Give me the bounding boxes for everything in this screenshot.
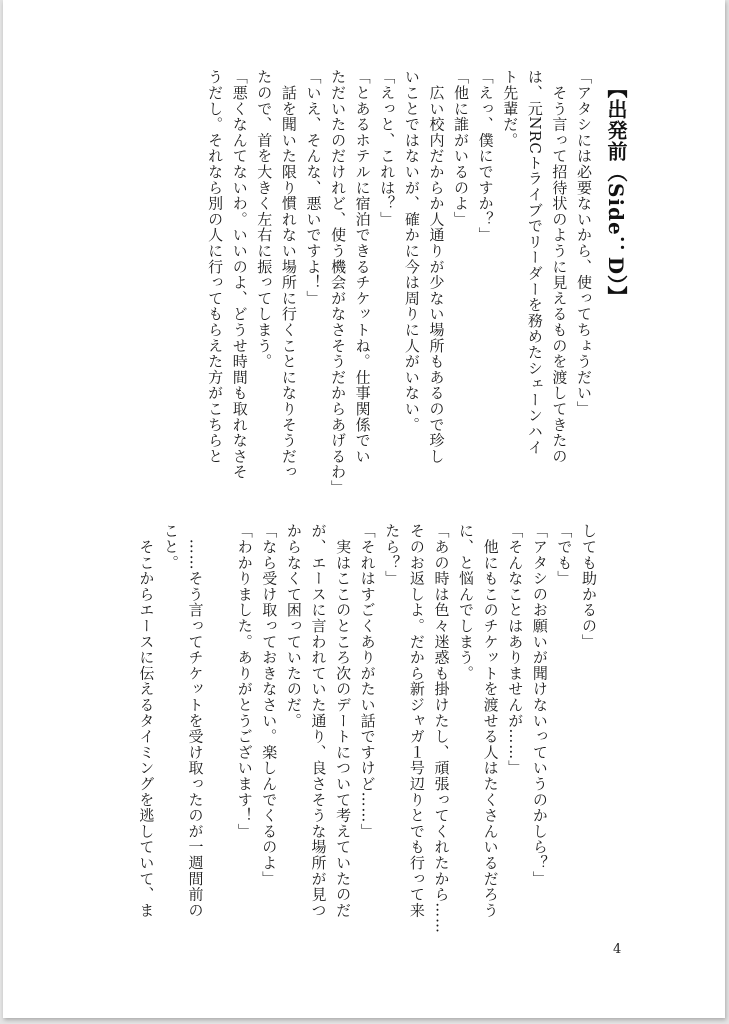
text-line: たら？」 xyxy=(383,523,402,587)
text-line: そのお返しよ。だから新ジャガ１号辺りとでも行って来 xyxy=(407,523,426,918)
text-line: ……そう言ってチケットを受け取ったのが一週間前の xyxy=(186,523,205,918)
text-line: そこからエースに伝えるタイミングを逃していて、ま xyxy=(137,523,156,918)
text-line: 「とあるホテルに宿泊できるチケットね。仕事関係でい xyxy=(353,69,372,464)
upper-text-block xyxy=(203,69,597,496)
text-line: 「えっと、これは？」 xyxy=(378,69,397,227)
text-line: いことではないが、確かに今は周りに人がいない。 xyxy=(402,69,421,433)
text-line: 「アタシのお願いが聞けないっていうのかしら？」 xyxy=(530,523,549,887)
text-line: こと。 xyxy=(161,523,180,571)
text-line: 「あの時は色々迷惑も掛けたし、頑張ってくれたから…… xyxy=(432,523,451,934)
text-line: 他にもこのチケットを渡せる人はたくさんいるだろう xyxy=(481,523,500,918)
text-line: うだし。それなら別の人に行ってもらえた方がこちらと xyxy=(206,69,225,464)
text-line: に、と悩んでしまう。 xyxy=(457,523,476,681)
text-line: 「他に誰がいるのよ」 xyxy=(452,69,471,227)
chapter-heading: 【出発前（Side：D）】 xyxy=(604,78,628,308)
text-line: は、元NRCトライブでリーダーを務めたシェーンハイ xyxy=(525,69,544,455)
text-line: ただいたのだけれど、使う機会がなさそうだからあげるわ」 xyxy=(329,69,348,496)
text-line: 「なら受け取っておきなさい。楽しんでくるのよ」 xyxy=(260,523,279,887)
text-line: 「アタシには必要ないから、使ってちょうだい」 xyxy=(575,69,593,417)
text-line: 「そんなことはありませんが……」 xyxy=(506,523,525,776)
text-line: ト先輩だ。 xyxy=(501,69,520,148)
text-line: 話を聞いた限り慣れない場所に行くことになりそうだっ xyxy=(279,69,298,480)
text-line: 広い校内だからか人通りが少ない場所もあるので珍し xyxy=(427,69,446,464)
text-line: が、エースに言われていた通り、良さそうな場所が見つ xyxy=(309,523,328,918)
text-line: 「わかりました。ありがとうございます！」 xyxy=(235,523,254,839)
text-line: 実はここのところ次のデートについて考えていたのだ xyxy=(334,523,353,918)
text-line: そう言って招待状のように見えるものを渡してきたの xyxy=(550,69,569,464)
text-line: しても助かるの」 xyxy=(580,523,598,650)
book-page xyxy=(3,0,725,1018)
page-number: 4 xyxy=(613,942,622,957)
text-line: 「悪くなんてないわ。いいのよ、どうせ時間も取れなさそ xyxy=(230,69,249,480)
text-line: 「いえ、そんな、悪いですよ！」 xyxy=(304,69,323,306)
text-line: からなくて困っていたのだ。 xyxy=(284,523,303,729)
text-line: 「それはすごくありがたい話ですけど……」 xyxy=(358,523,377,839)
blank-line xyxy=(208,523,233,934)
lower-text-block xyxy=(134,523,601,934)
text-line: たので、首を大きく左右に振ってしまう。 xyxy=(255,69,274,370)
text-line: 「でも」 xyxy=(555,523,574,587)
text-line: 「えっ、僕にですか？」 xyxy=(476,69,495,243)
